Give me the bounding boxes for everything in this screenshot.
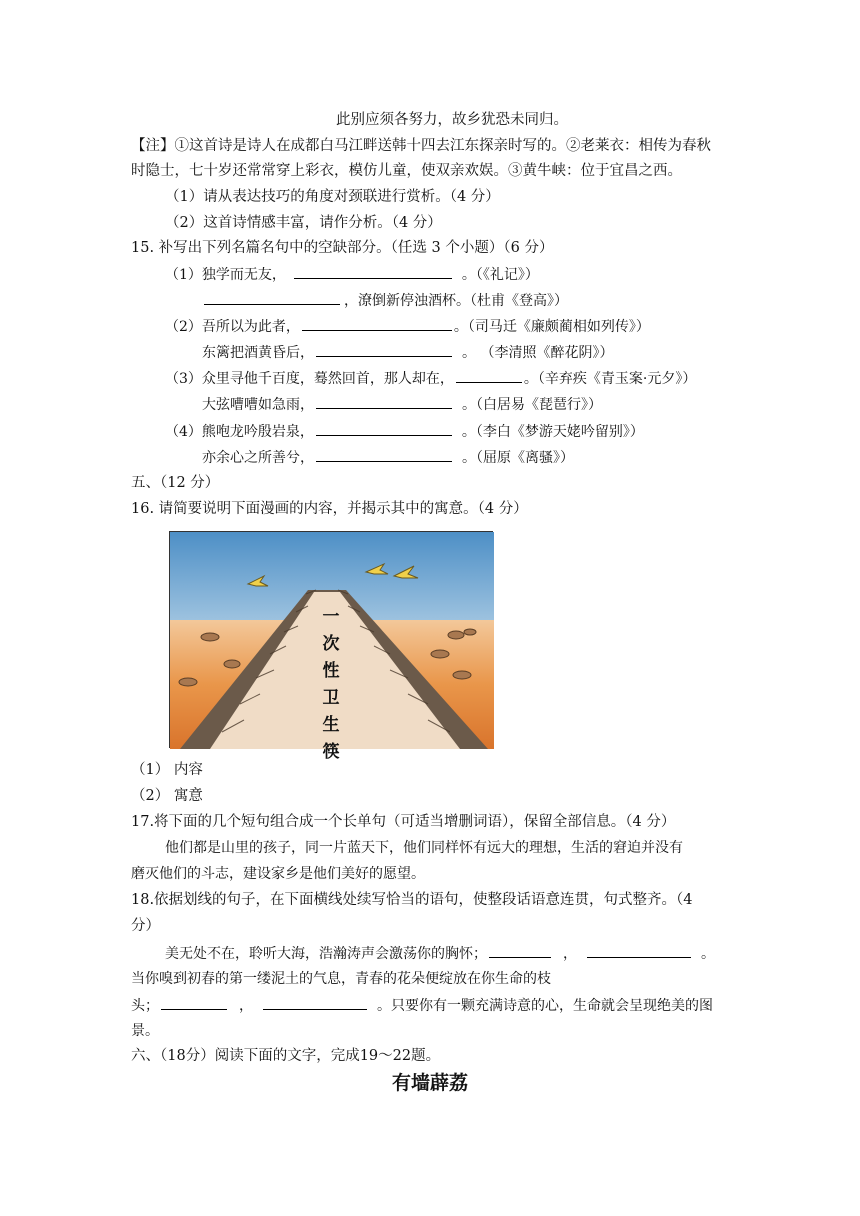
- q14-sub1: （1）请从表达技巧的角度对颈联进行赏析。（4 分）: [165, 189, 500, 205]
- answer-blank[interactable]: [316, 421, 452, 436]
- cartoon-char: 卫: [322, 688, 340, 708]
- q17-text-1: 他们都是山里的孩子，同一片蓝天下，他们同样怀有远大的理想，生活的窘迫并没有: [165, 840, 683, 856]
- q15-3a-post: 。（辛弃疾《青玉案·元夕》）: [523, 371, 697, 387]
- answer-blank[interactable]: [587, 943, 691, 958]
- q15-2a-pre: （2）吾所以为此者，: [165, 319, 300, 335]
- q18-paragraph-2: 当你嗅到初春的第一缕泥土的气息，青春的花朵便绽放在你生命的枝: [131, 971, 551, 987]
- q18-paragraph-3: [131, 995, 713, 1016]
- answer-blank[interactable]: [263, 995, 367, 1010]
- q18-p1-mid: ，: [563, 946, 577, 962]
- q18-paragraph-4: 景。: [131, 1023, 159, 1039]
- answer-blank[interactable]: [161, 995, 227, 1010]
- q15-item-3a: [165, 368, 696, 389]
- cartoon-char: 性: [322, 661, 340, 681]
- answer-blank[interactable]: [316, 394, 452, 409]
- q15-item-2a: [165, 316, 650, 337]
- q18-p3-post: 。只要你有一颗充满诗意的心，生命就会呈现绝美的图: [377, 998, 713, 1014]
- answer-blank[interactable]: [302, 316, 452, 331]
- q15-3b-post: 。（白居易《琵琶行》）: [462, 397, 602, 413]
- q15-2b-post: 。 （李清照《醉花阴》）: [462, 345, 614, 361]
- q15-item-2b: [202, 342, 613, 363]
- cartoon-char: 一: [322, 607, 340, 627]
- answer-blank[interactable]: [456, 368, 522, 383]
- q18-p1-post: 。: [701, 946, 715, 962]
- q17-text-2: 磨灭他们的斗志，建设家乡是他们美好的愿望。: [131, 866, 425, 882]
- answer-blank[interactable]: [316, 447, 452, 462]
- q15-3b-pre: 大弦嘈嘈如急雨，: [202, 397, 314, 413]
- q15-4a-pre: （4）熊咆龙吟殷岩泉，: [165, 424, 314, 440]
- answer-blank[interactable]: [489, 943, 551, 958]
- q16-sub2: （2） 寓意: [131, 788, 203, 804]
- cartoon-char: 筷: [322, 742, 340, 762]
- q15-2b-pre: 东篱把酒黄昏后，: [202, 345, 314, 361]
- q15-4b-pre: 亦余心之所善兮，: [202, 450, 314, 466]
- answer-blank[interactable]: [316, 342, 452, 357]
- q15-stem: 15. 补写出下列名篇名句中的空缺部分。（任选 3 个小题）（6 分）: [131, 240, 554, 256]
- q18-stem-1: 18.依据划线的句子，在下面横线处续写恰当的语句，使整段话语意连贯，句式整齐。（4: [131, 892, 693, 908]
- note-line-1: 【注】①这首诗是诗人在成都白马江畔送韩十四去江东探亲时写的。②老莱衣：相传为春秋: [131, 138, 711, 154]
- q15-1a-post: 。（《礼记》）: [461, 267, 539, 283]
- q16-sub1: （1） 内容: [131, 762, 203, 778]
- q18-p3-mid: ，: [239, 998, 253, 1014]
- q15-2a-post: 。（司马迁《廉颇蔺相如列传》）: [453, 319, 650, 335]
- q15-1a-pre: （1）独学而无友，: [165, 267, 286, 283]
- q15-1b-post: ，潦倒新停浊酒杯。（杜甫《登高》）: [344, 293, 568, 309]
- q15-4b-post: 。（屈原《离骚》）: [462, 450, 574, 466]
- article-title: 有墙薜荔: [391, 1072, 468, 1094]
- q18-stem-2: 分）: [131, 918, 160, 934]
- q17-stem: 17.将下面的几个短句组合成一个长单句（可适当增删词语），保留全部信息。（4 分）: [131, 814, 676, 830]
- q14-sub2: （2）这首诗情感丰富，请作分析。（4 分）: [165, 215, 442, 231]
- section-6-heading: 六、（18分）阅读下面的文字，完成19～22题。: [131, 1048, 441, 1064]
- answer-blank[interactable]: [294, 264, 452, 279]
- note-line-2: 时隐士，七十岁还常常穿上彩衣，模仿儿童，使双亲欢娱。③黄牛峡：位于宜昌之西。: [131, 163, 682, 179]
- q16-stem: 16. 请简要说明下面漫画的内容，并揭示其中的寓意。（4 分）: [131, 501, 528, 517]
- q15-item-4a: [165, 421, 644, 442]
- q15-item-1a: [165, 264, 539, 285]
- cartoon-char: 次: [322, 634, 340, 654]
- q18-p3-pre: 头；: [131, 998, 159, 1014]
- q15-item-3b: [202, 394, 602, 415]
- section-5-heading: 五、（12 分）: [131, 475, 220, 491]
- answer-blank[interactable]: [204, 290, 340, 305]
- q15-item-1b: [202, 290, 568, 311]
- q18-p1-pre: 美无处不在，聆听大海，浩瀚涛声会激荡你的胸怀；: [165, 946, 487, 962]
- cartoon-image: [169, 531, 493, 762]
- cartoon-char: 生: [322, 715, 340, 735]
- cartoon-label: [318, 604, 344, 766]
- q15-item-4b: [202, 447, 574, 468]
- poem-line: 此别应须各努力，故乡犹恐未同归。: [336, 112, 568, 128]
- q15-3a-pre: （3）众里寻他千百度，蓦然回首，那人却在，: [165, 371, 454, 387]
- q18-paragraph-1: [165, 943, 715, 964]
- q15-4a-post: 。（李白《梦游天姥吟留别》）: [461, 424, 644, 440]
